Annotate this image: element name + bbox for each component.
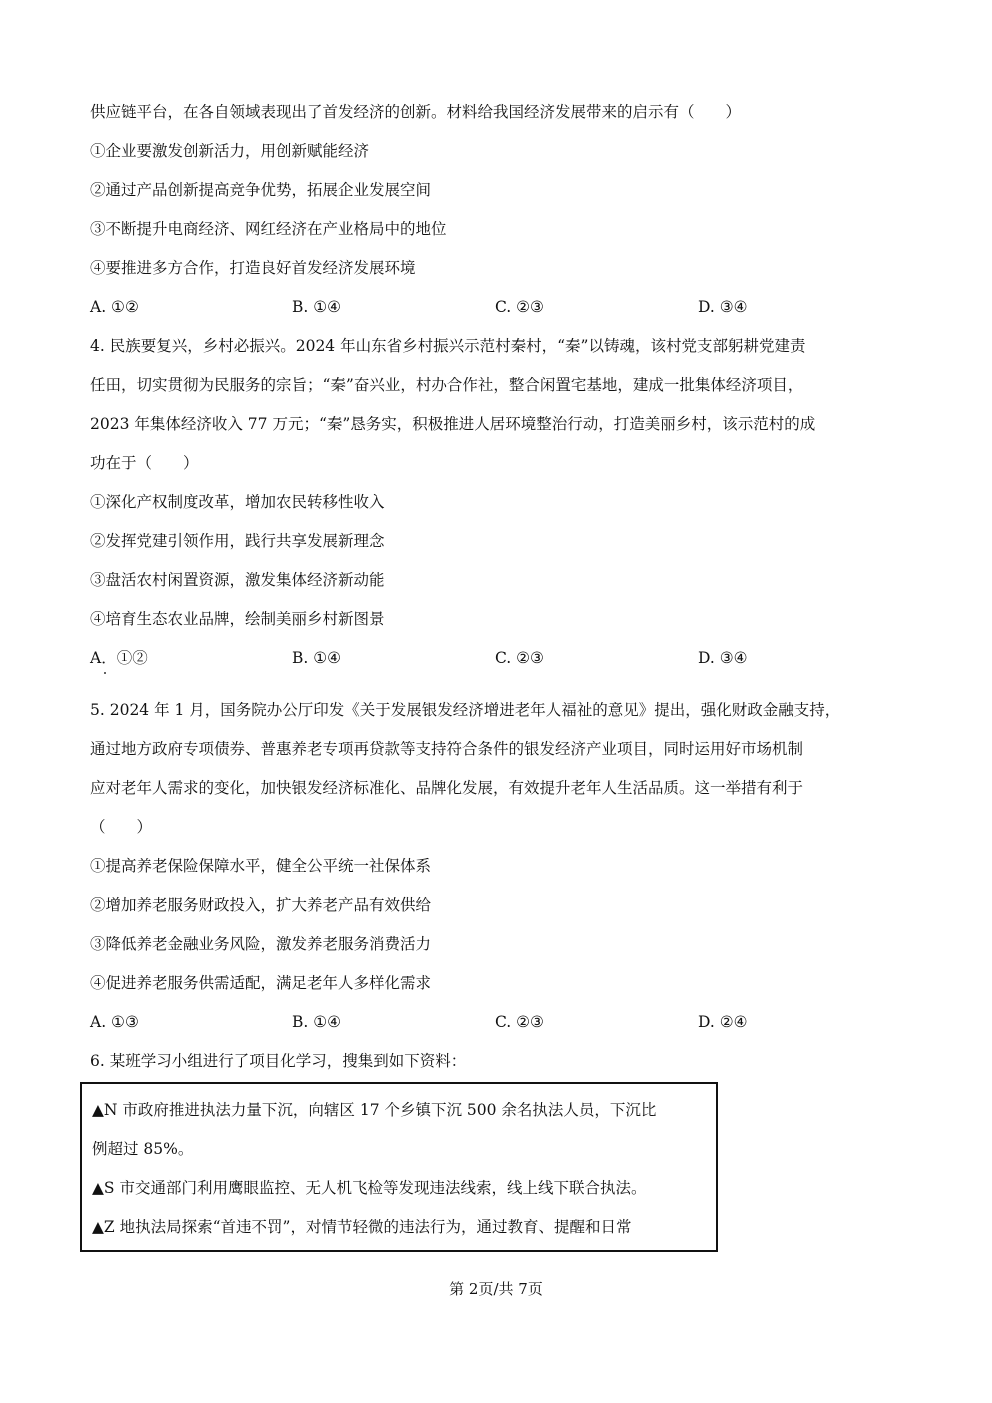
q6-stem: 6. 某班学习小组进行了项目化学习，搜集到如下资料： — [90, 1052, 467, 1070]
q4-stem-line-3: 2023 年集体经济收入 77 万元；“秦”恳务实，积极推进人居环境整治行动，打造美丽乡村，该示范村的成 — [90, 415, 816, 433]
q3-item-3: ③不断提升电商经济、网红经济在产业格局中的地位 — [90, 220, 447, 238]
q5-item-4: ④促进养老服务供需适配，满足老年人多样化需求 — [90, 974, 432, 992]
stray-dot — [104, 672, 106, 674]
q3-option-b: B. ①④ — [292, 298, 342, 316]
q6-material-box — [80, 1082, 718, 1252]
q3-option-c: C. ②③ — [495, 298, 544, 316]
q4-option-c: C. ②③ — [495, 649, 544, 667]
q4-options — [90, 648, 910, 668]
q3-item-4: ④要推进多方合作，打造良好首发经济发展环境 — [90, 259, 416, 277]
q4-item-4: ④培育生态农业品牌，绘制美丽乡村新图景 — [90, 610, 385, 628]
q3-option-d: D. ③④ — [698, 298, 748, 316]
q5-option-a: A. ①③ — [90, 1013, 139, 1031]
q3-item-2: ②通过产品创新提高竞争优势，拓展企业发展空间 — [90, 181, 432, 199]
q5-option-d: D. ②④ — [698, 1013, 748, 1031]
q4-item-1: ①深化产权制度改革，增加农民转移性收入 — [90, 493, 385, 511]
q5-item-1: ①提高养老保险保障水平，健全公平统一社保体系 — [90, 857, 432, 875]
q4-stem-line-4: 功在于（ ） — [90, 454, 199, 472]
q6-material-line-2: 例超过 85%。 — [92, 1140, 194, 1158]
q5-item-2: ②增加养老服务财政投入，扩大养老产品有效供给 — [90, 896, 432, 914]
q4-stem-line-2: 任田，切实贯彻为民服务的宗旨；“秦”奋兴业，村办合作社，整合闲置宅基地，建成一批集体经济项目， — [90, 376, 804, 394]
q5-item-3: ③降低养老金融业务风险，激发养老服务消费活力 — [90, 935, 432, 953]
q4-item-2: ②发挥党建引领作用，践行共享发展新理念 — [90, 532, 385, 550]
q6-material-line-1: ▲N 市政府推进执法力量下沉，向辖区 17 个乡镇下沉 500 余名执法人员，下沉比 — [92, 1101, 657, 1119]
q4-option-d: D. ③④ — [698, 649, 748, 667]
q5-stem-line-4: （ ） — [90, 818, 153, 836]
page-footer: 第 2页/共 7页 — [449, 1280, 543, 1298]
q4-stem-line-1: 4. 民族要复兴，乡村必振兴。2024 年山东省乡村振兴示范村秦村，“秦”以铸魂，该村党支部躬耕党建责 — [90, 337, 806, 355]
q3-options — [90, 297, 910, 317]
q5-stem-line-2: 通过地方政府专项债券、普惠养老专项再贷款等支持符合条件的银发经济产业项目，同时运用好市场机制 — [90, 740, 804, 758]
q6-material-line-4: ▲Z 地执法局探索“首违不罚”，对情节轻微的违法行为，通过教育、提醒和日常 — [92, 1218, 632, 1236]
q5-stem-line-3: 应对老年人需求的变化，加快银发经济标准化、品牌化发展，有效提升老年人生活品质。这一举措有利于 — [90, 779, 804, 797]
q6-material-line-3: ▲S 市交通部门利用鹰眼监控、无人机飞检等发现违法线索，线上线下联合执法。 — [92, 1179, 647, 1197]
q5-stem-line-1: 5. 2024 年 1 月，国务院办公厅印发《关于发展银发经济增进老年人福祉的意见》提出，强化财政金融支持， — [90, 701, 841, 719]
q5-options — [90, 1012, 910, 1032]
q3-item-1: ①企业要激发创新活力，用创新赋能经济 — [90, 142, 370, 160]
q4-item-3: ③盘活农村闲置资源，激发集体经济新动能 — [90, 571, 385, 589]
q4-option-b: B. ①④ — [292, 649, 342, 667]
q3-stem: 供应链平台，在各自领域表现出了首发经济的创新。材料给我国经济发展带来的启示有（ ） — [90, 103, 742, 121]
q3-option-a: A. ①② — [90, 298, 139, 316]
q4-option-a: A．①② — [90, 649, 148, 667]
q5-option-b: B. ①④ — [292, 1013, 342, 1031]
q5-option-c: C. ②③ — [495, 1013, 544, 1031]
